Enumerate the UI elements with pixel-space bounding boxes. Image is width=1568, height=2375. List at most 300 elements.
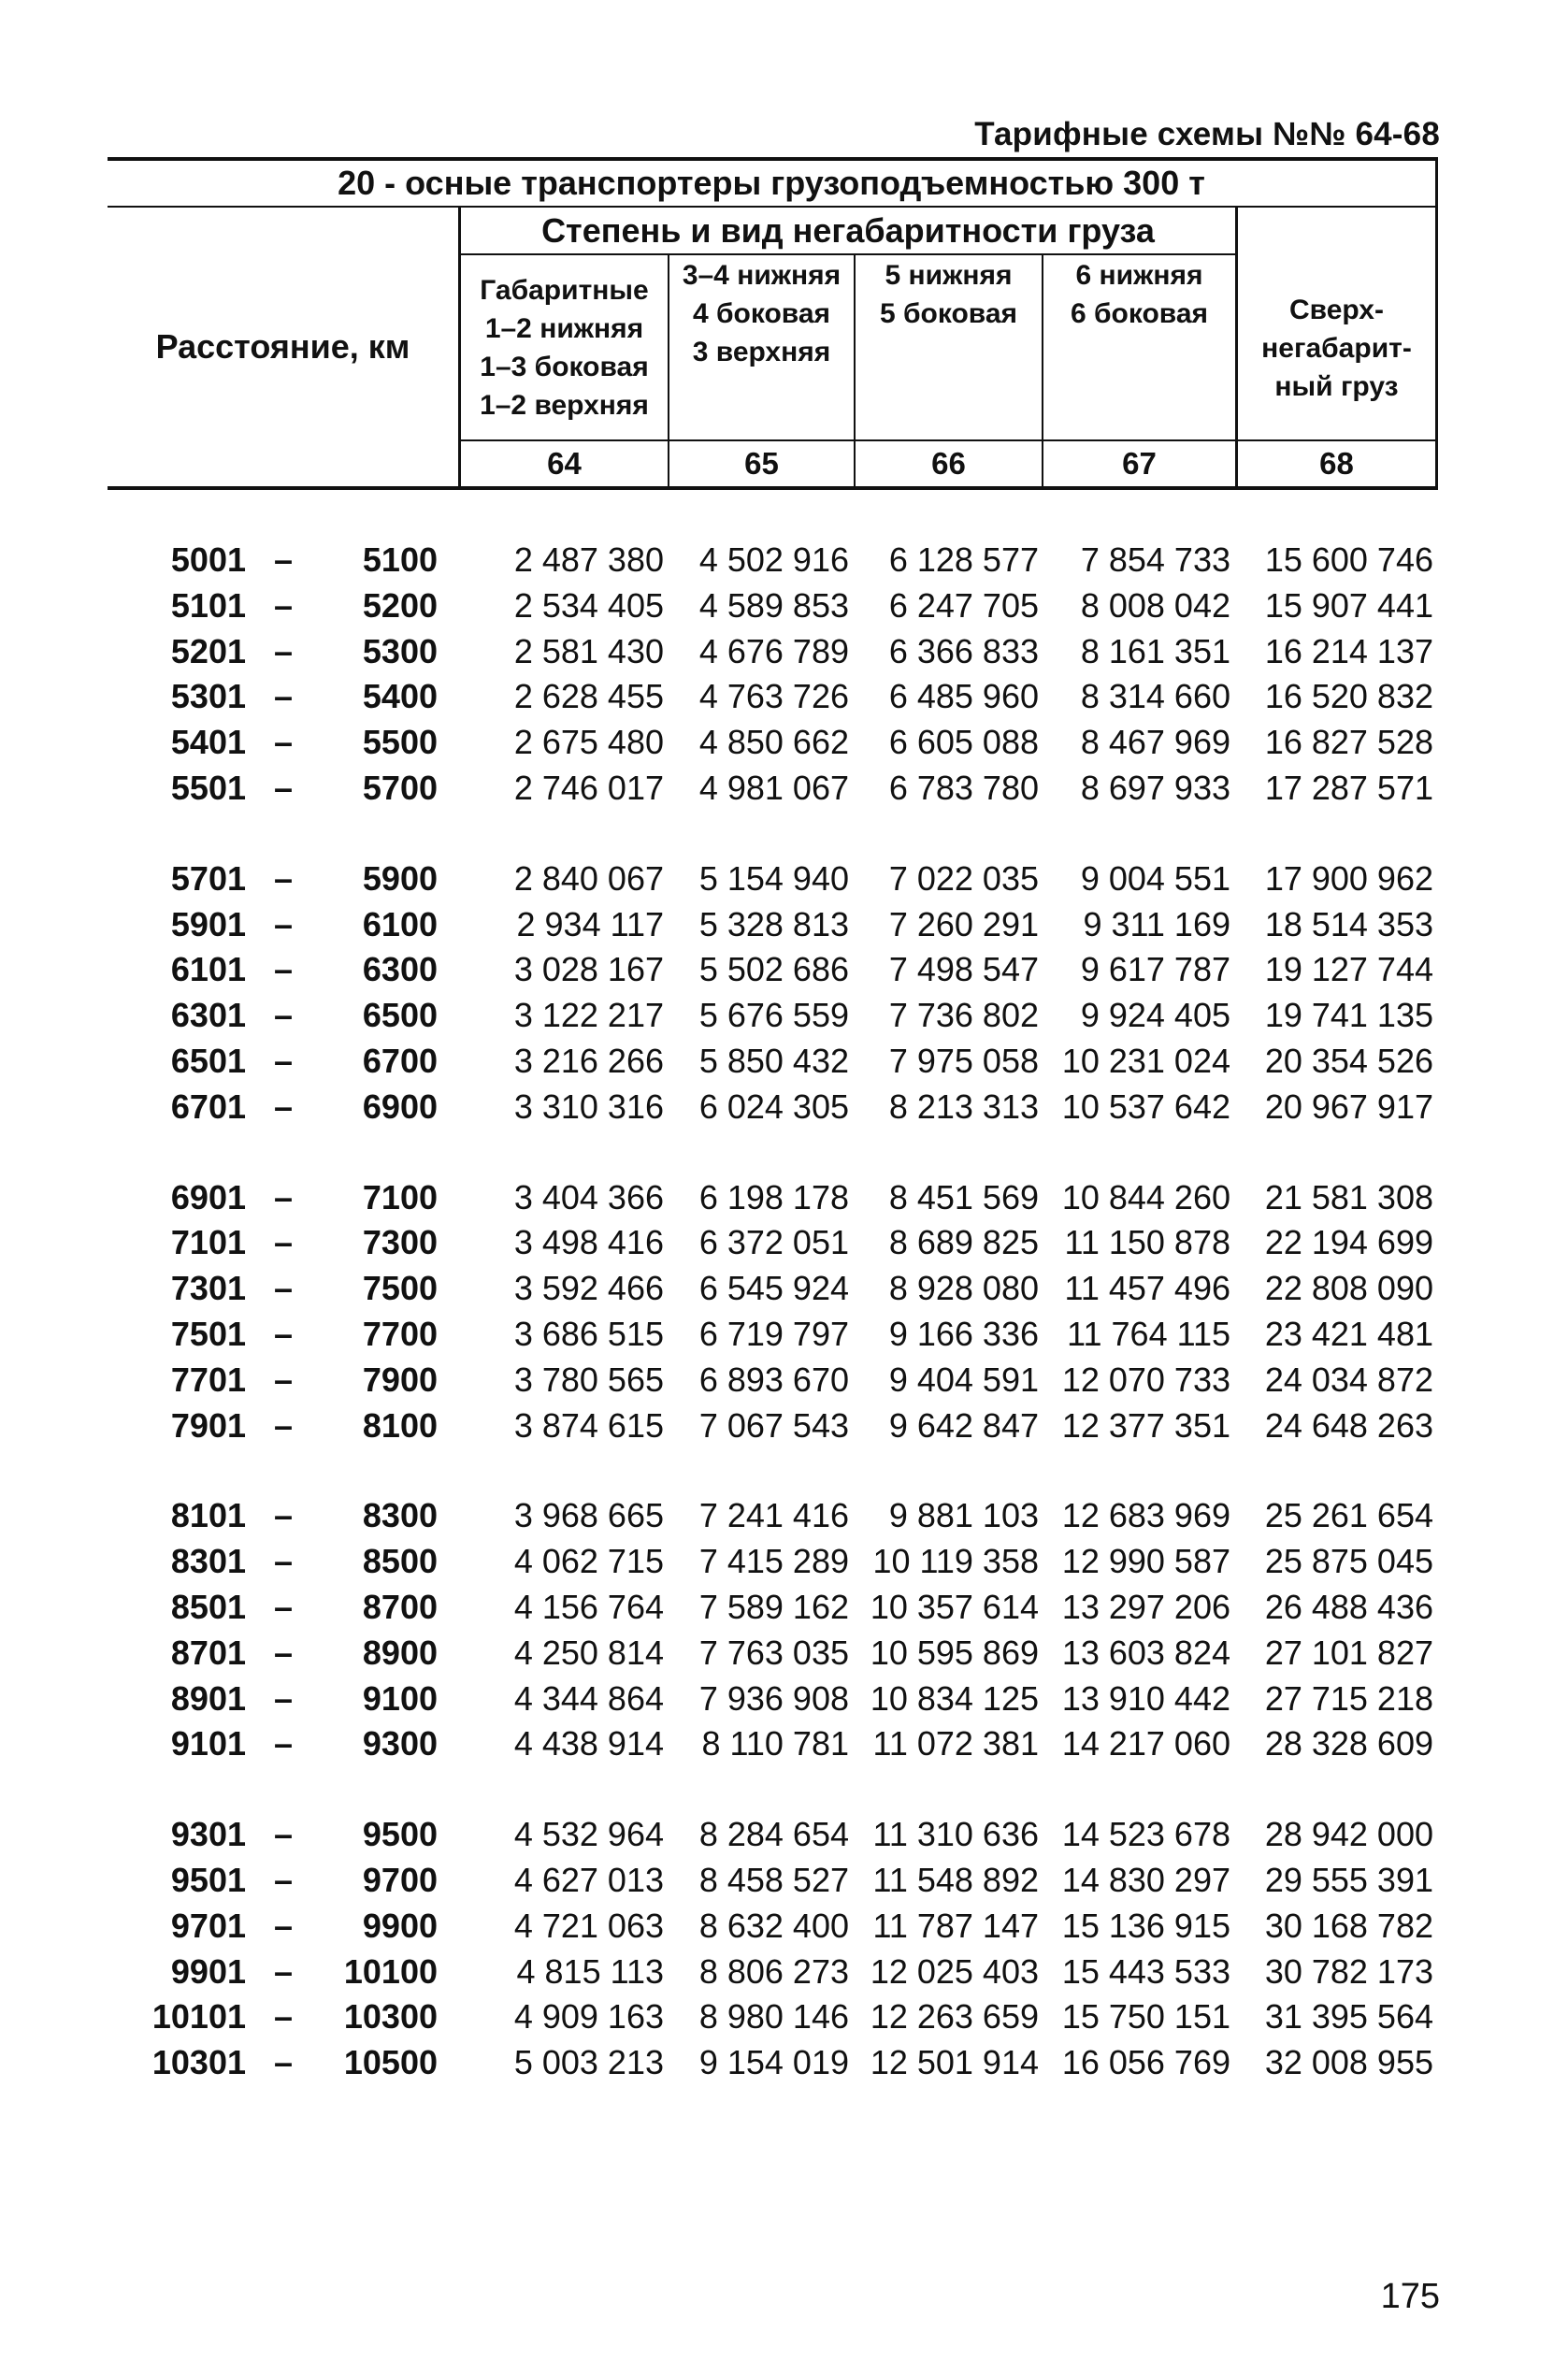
rate-64: 4 156 764 [513,1587,664,1626]
rate-64: 4 438 914 [513,1724,664,1763]
distance-to: 9300 [362,1724,438,1763]
range-dash: – [274,1087,294,1126]
distance-to: 7500 [362,1269,438,1308]
column-68-header [1238,256,1435,439]
range-dash: – [274,1177,294,1216]
header-bottom-rule [108,486,1438,490]
rate-68: 18 514 353 [1264,904,1433,943]
rate-64: 4 627 013 [513,1860,664,1899]
table-row [0,1719,1568,1764]
column-64-line-3: 1–3 боковая [480,352,649,382]
table-row [0,1490,1568,1536]
rate-65: 6 372 051 [698,1223,849,1262]
rate-67: 15 443 533 [1061,1951,1230,1991]
distance-to: 8300 [362,1496,438,1535]
table-title: 20 - осные транспортеры грузоподъемностью 300 т [338,164,1205,202]
rate-66: 11 548 892 [872,1860,1039,1899]
range-dash: – [274,631,294,670]
distance-to: 8500 [362,1542,438,1581]
rate-66: 6 485 960 [888,677,1039,716]
table-row [0,1217,1568,1263]
distance-to: 7100 [362,1177,438,1216]
distance-to: 10500 [343,2043,438,2082]
rate-64: 2 628 455 [513,677,664,716]
rate-64: 2 934 117 [516,904,664,943]
rate-67: 8 161 351 [1080,631,1230,670]
rate-64: 4 815 113 [516,1951,664,1991]
rate-67: 9 004 551 [1080,858,1230,898]
row-group [0,1173,1568,1447]
rate-67: 8 008 042 [1080,585,1230,625]
table-row [0,1173,1568,1218]
distance-from: 9701 [170,1906,246,1945]
rate-64: 3 592 466 [513,1269,664,1308]
distance-to: 7900 [362,1360,438,1399]
distance-to: 10100 [343,1951,438,1991]
column-64-line-2: 1–2 нижняя [484,313,644,344]
column-68-line-2: негабарит- [1261,332,1412,364]
table-row [0,854,1568,900]
distance-from: 8701 [170,1633,246,1672]
distance-to: 9100 [362,1678,438,1718]
range-dash: – [274,950,294,989]
range-dash: – [274,1815,294,1854]
table-row [0,1082,1568,1128]
rate-67: 10 231 024 [1061,1041,1230,1080]
rate-67: 13 603 824 [1061,1633,1230,1672]
column-64-line-4: 1–2 верхняя [480,390,649,421]
distance-to: 7300 [362,1223,438,1262]
table-row [0,1536,1568,1582]
rate-68: 30 782 173 [1264,1951,1433,1991]
distance-to: 8900 [362,1633,438,1672]
rate-64: 2 581 430 [513,631,664,670]
table-row [0,944,1568,990]
column-66-number: 66 [931,446,966,481]
rate-67: 14 830 297 [1061,1860,1230,1899]
rate-68: 31 395 564 [1264,1997,1433,2037]
rate-66: 11 787 147 [872,1906,1039,1945]
rate-65: 4 589 853 [698,585,849,625]
distance-from: 5901 [170,904,246,943]
table-row [0,581,1568,626]
distance-from: 5001 [170,540,246,579]
column-65-line-2: 4 боковая [692,298,831,329]
rate-64: 3 686 515 [513,1314,664,1353]
table-row [0,671,1568,717]
range-dash: – [274,768,294,807]
rate-68: 19 741 135 [1264,996,1433,1035]
range-dash: – [274,1678,294,1718]
rate-65: 7 763 035 [698,1633,849,1672]
table-row [0,1674,1568,1720]
rate-68: 24 648 263 [1264,1405,1433,1445]
table-row [0,1401,1568,1447]
rate-67: 13 910 442 [1061,1678,1230,1718]
rate-68: 27 715 218 [1264,1678,1433,1718]
rate-64: 4 344 864 [513,1678,664,1718]
rate-65: 8 458 527 [698,1860,849,1899]
rate-65: 8 806 273 [698,1951,849,1991]
rate-67: 14 217 060 [1061,1724,1230,1763]
rate-68: 15 600 746 [1264,540,1433,579]
column-65-line-3: 3 верхняя [692,337,831,367]
rate-66: 12 025 403 [870,1951,1039,1991]
range-dash: – [274,904,294,943]
range-dash: – [274,585,294,625]
rate-65: 5 328 813 [698,904,849,943]
rate-66: 7 975 058 [888,1041,1039,1080]
rate-68: 22 808 090 [1264,1269,1433,1308]
distance-from: 10101 [151,1997,246,2037]
rate-65: 7 589 162 [698,1587,849,1626]
rate-66: 10 119 358 [872,1542,1039,1581]
rate-68: 25 875 045 [1264,1542,1433,1581]
range-dash: – [274,1997,294,2037]
rate-67: 10 537 642 [1061,1087,1230,1126]
rate-68: 20 967 917 [1264,1087,1433,1126]
rate-64: 3 498 416 [513,1223,664,1262]
distance-from: 8901 [170,1678,246,1718]
rate-65: 8 110 781 [701,1724,849,1763]
rate-64: 2 534 405 [513,585,664,625]
distance-to: 10300 [343,1997,438,2037]
distance-from: 8501 [170,1587,246,1626]
distance-from: 8101 [170,1496,246,1535]
distance-to: 5100 [362,540,438,579]
rate-66: 7 736 802 [888,996,1039,1035]
rate-67: 15 136 915 [1061,1906,1230,1945]
column-65-number: 65 [744,446,779,481]
rate-66: 12 501 914 [870,2043,1039,2082]
rate-68: 20 354 526 [1264,1041,1433,1080]
rate-65: 7 241 416 [698,1496,849,1535]
range-dash: – [274,677,294,716]
range-dash: – [274,1542,294,1581]
rate-65: 7 936 908 [698,1678,849,1718]
range-dash: – [274,540,294,579]
rate-67: 11 457 496 [1064,1269,1230,1308]
rate-65: 5 154 940 [698,858,849,898]
column-64-line-1: Габаритные [480,275,649,306]
rate-65: 4 502 916 [698,540,849,579]
rate-64: 4 909 163 [513,1997,664,2037]
rate-67: 12 990 587 [1061,1542,1230,1581]
page-title: Тарифные схемы №№ 64-68 [974,116,1440,152]
rate-68: 28 328 609 [1264,1724,1433,1763]
rate-65: 7 067 543 [698,1405,849,1445]
degree-header: Степень и вид негабаритности груза [541,210,1155,250]
row-group [0,1809,1568,2083]
rate-68: 15 907 441 [1264,585,1433,625]
rate-67: 12 377 351 [1061,1405,1230,1445]
range-dash: – [274,996,294,1035]
rate-65: 8 632 400 [698,1906,849,1945]
rate-67: 7 854 733 [1080,540,1230,579]
rate-64: 4 532 964 [513,1815,664,1854]
rate-65: 6 719 797 [698,1314,849,1353]
distance-to: 5900 [362,858,438,898]
rate-67: 10 844 260 [1061,1177,1230,1216]
distance-from: 6301 [170,996,246,1035]
rate-64: 2 840 067 [513,858,664,898]
rate-68: 22 194 699 [1264,1223,1433,1262]
rate-67: 8 467 969 [1080,723,1230,762]
rate-66: 9 642 847 [888,1405,1039,1445]
rate-67: 15 750 151 [1061,1997,1230,2037]
range-dash: – [274,1223,294,1262]
rate-68: 19 127 744 [1264,950,1433,989]
distance-to: 8100 [362,1405,438,1445]
distance-to: 6900 [362,1087,438,1126]
rate-68: 26 488 436 [1264,1587,1433,1626]
distance-to: 6700 [362,1041,438,1080]
distance-to: 5500 [362,723,438,762]
table-row [0,1309,1568,1355]
rate-68: 25 261 654 [1264,1496,1433,1535]
table-row [0,1809,1568,1855]
rate-68: 28 942 000 [1264,1815,1433,1854]
rate-66: 6 783 780 [888,768,1039,807]
table-row [0,2037,1568,2083]
rate-64: 4 721 063 [513,1906,664,1945]
rate-64: 4 250 814 [513,1633,664,1672]
distance-to: 5700 [362,768,438,807]
rate-64: 3 874 615 [513,1405,664,1445]
distance-from: 6101 [170,950,246,989]
rate-65: 6 545 924 [698,1269,849,1308]
rate-66: 12 263 659 [870,1997,1039,2037]
distance-from: 7901 [170,1405,246,1445]
distance-from: 6701 [170,1087,246,1126]
rate-66: 8 928 080 [888,1269,1039,1308]
distance-from: 7701 [170,1360,246,1399]
range-dash: – [274,1587,294,1626]
row-group [0,854,1568,1128]
rate-66: 6 128 577 [888,540,1039,579]
table-row [0,990,1568,1036]
distance-to: 5400 [362,677,438,716]
rate-67: 8 697 933 [1080,768,1230,807]
column-64-number: 64 [547,446,582,481]
rate-66: 7 498 547 [888,950,1039,989]
rate-64: 3 968 665 [513,1496,664,1535]
rate-64: 2 675 480 [513,723,664,762]
rate-66: 10 834 125 [870,1678,1039,1718]
distance-from: 5101 [170,585,246,625]
rate-65: 4 763 726 [698,677,849,716]
range-dash: – [274,2043,294,2082]
rate-64: 3 780 565 [513,1360,664,1399]
rate-67: 12 683 969 [1061,1496,1230,1535]
column-67-line-2: 6 боковая [1070,298,1209,329]
distance-from: 8301 [170,1542,246,1581]
table-row [0,763,1568,809]
distance-from: 6501 [170,1041,246,1080]
distance-to: 9500 [362,1815,438,1854]
range-dash: – [274,858,294,898]
rate-66: 6 247 705 [888,585,1039,625]
table-row [0,1855,1568,1901]
rate-66: 7 022 035 [888,858,1039,898]
tariff-table-body [0,535,1568,2128]
column-68-line-3: ный груз [1274,370,1399,402]
range-dash: – [274,1724,294,1763]
rate-68: 17 900 962 [1264,858,1433,898]
range-dash: – [274,1314,294,1353]
rate-66: 8 689 825 [888,1223,1039,1262]
rate-68: 24 034 872 [1264,1360,1433,1399]
rate-66: 11 310 636 [872,1815,1039,1854]
rate-64: 3 216 266 [513,1041,664,1080]
distance-from: 9901 [170,1951,246,1991]
rate-65: 4 850 662 [698,723,849,762]
distance-to: 9900 [362,1906,438,1945]
rate-65: 6 198 178 [698,1177,849,1216]
distance-from: 9301 [170,1815,246,1854]
rate-65: 8 980 146 [698,1997,849,2037]
range-dash: – [274,1860,294,1899]
distance-from: 7501 [170,1314,246,1353]
row-group [0,1490,1568,1764]
distance-to: 6500 [362,996,438,1035]
rate-66: 8 213 313 [888,1087,1039,1126]
rate-64: 5 003 213 [513,2043,664,2082]
column-64-header [461,256,668,439]
rate-68: 23 421 481 [1264,1314,1433,1353]
rate-65: 8 284 654 [698,1815,849,1854]
column-68-number: 68 [1319,446,1354,481]
rate-66: 9 166 336 [888,1314,1039,1353]
table-row [0,900,1568,945]
degree-bottom-rule [458,253,1237,255]
table-row [0,1947,1568,1993]
range-dash: – [274,723,294,762]
rate-68: 29 555 391 [1264,1860,1433,1899]
rate-65: 4 981 067 [698,768,849,807]
rate-67: 8 314 660 [1080,677,1230,716]
distance-to: 5200 [362,585,438,625]
table-row [0,1263,1568,1309]
column-66-line-1: 5 нижняя [885,260,1013,291]
distance-from: 7301 [170,1269,246,1308]
column-67-line-1: 6 нижняя [1075,260,1203,291]
rate-64: 3 310 316 [513,1087,664,1126]
distance-to: 6300 [362,950,438,989]
column-65-header [669,256,854,439]
rate-64: 3 028 167 [513,950,664,989]
column-66-line-2: 5 боковая [879,298,1018,329]
rate-66: 6 366 833 [888,631,1039,670]
rate-68: 32 008 955 [1264,2043,1433,2082]
column-67-header [1043,256,1235,439]
distance-to: 7700 [362,1314,438,1353]
distance-from: 5501 [170,768,246,807]
page-number: 175 [1380,2277,1440,2316]
rate-67: 12 070 733 [1061,1360,1230,1399]
table-row [0,626,1568,672]
column-67-number: 67 [1122,446,1157,481]
distance-to: 6100 [362,904,438,943]
distance-from: 6901 [170,1177,246,1216]
rate-68: 30 168 782 [1264,1906,1433,1945]
rate-66: 8 451 569 [888,1177,1039,1216]
range-dash: – [274,1633,294,1672]
distance-from: 10301 [151,2043,246,2082]
rate-64: 3 404 366 [513,1177,664,1216]
rate-68: 16 214 137 [1264,631,1433,670]
rate-65: 6 024 305 [698,1087,849,1126]
table-row [0,717,1568,763]
rate-67: 9 617 787 [1080,950,1230,989]
rate-68: 27 101 827 [1264,1633,1433,1672]
rate-64: 3 122 217 [513,996,664,1035]
rate-66: 11 072 381 [872,1724,1039,1763]
range-dash: – [274,1405,294,1445]
rate-64: 2 487 380 [513,540,664,579]
table-row [0,1901,1568,1947]
rate-66: 6 605 088 [888,723,1039,762]
range-dash: – [274,1951,294,1991]
table-row [0,1628,1568,1674]
distance-from: 7101 [170,1223,246,1262]
rate-66: 7 260 291 [888,904,1039,943]
rate-68: 16 520 832 [1264,677,1433,716]
table-row [0,1036,1568,1082]
rate-68: 16 827 528 [1264,723,1433,762]
distance-from: 9501 [170,1860,246,1899]
table-row [0,535,1568,581]
rate-67: 16 056 769 [1061,2043,1230,2082]
distance-from: 5401 [170,723,246,762]
rate-65: 5 676 559 [698,996,849,1035]
rate-67: 13 297 206 [1061,1587,1230,1626]
distance-to: 5300 [362,631,438,670]
rate-65: 7 415 289 [698,1542,849,1581]
range-dash: – [274,1041,294,1080]
rate-67: 11 764 115 [1067,1314,1230,1353]
rate-64: 4 062 715 [513,1542,664,1581]
rate-66: 10 595 869 [870,1633,1039,1672]
table-row [0,1355,1568,1401]
distance-from: 9101 [170,1724,246,1763]
table-row [0,1582,1568,1628]
rate-65: 9 154 019 [698,2043,849,2082]
column-68-line-1: Сверх- [1288,294,1384,325]
range-dash: – [274,1906,294,1945]
rate-65: 6 893 670 [698,1360,849,1399]
range-dash: – [274,1496,294,1535]
rate-64: 2 746 017 [513,768,664,807]
distance-from: 5201 [170,631,246,670]
rate-68: 21 581 308 [1264,1177,1433,1216]
distance-to: 8700 [362,1587,438,1626]
rate-67: 9 311 169 [1083,904,1230,943]
table-row [0,1992,1568,2037]
range-dash: – [274,1269,294,1308]
rate-66: 9 404 591 [888,1360,1039,1399]
row-group [0,535,1568,809]
rate-65: 5 502 686 [698,950,849,989]
rate-67: 14 523 678 [1061,1815,1230,1854]
distance-to: 9700 [362,1860,438,1899]
rate-67: 11 150 878 [1064,1223,1230,1262]
rate-67: 9 924 405 [1080,996,1230,1035]
distance-header: Расстояние, км [155,327,410,366]
distance-from: 5701 [170,858,246,898]
rate-68: 17 287 571 [1264,768,1433,807]
rate-65: 4 676 789 [698,631,849,670]
